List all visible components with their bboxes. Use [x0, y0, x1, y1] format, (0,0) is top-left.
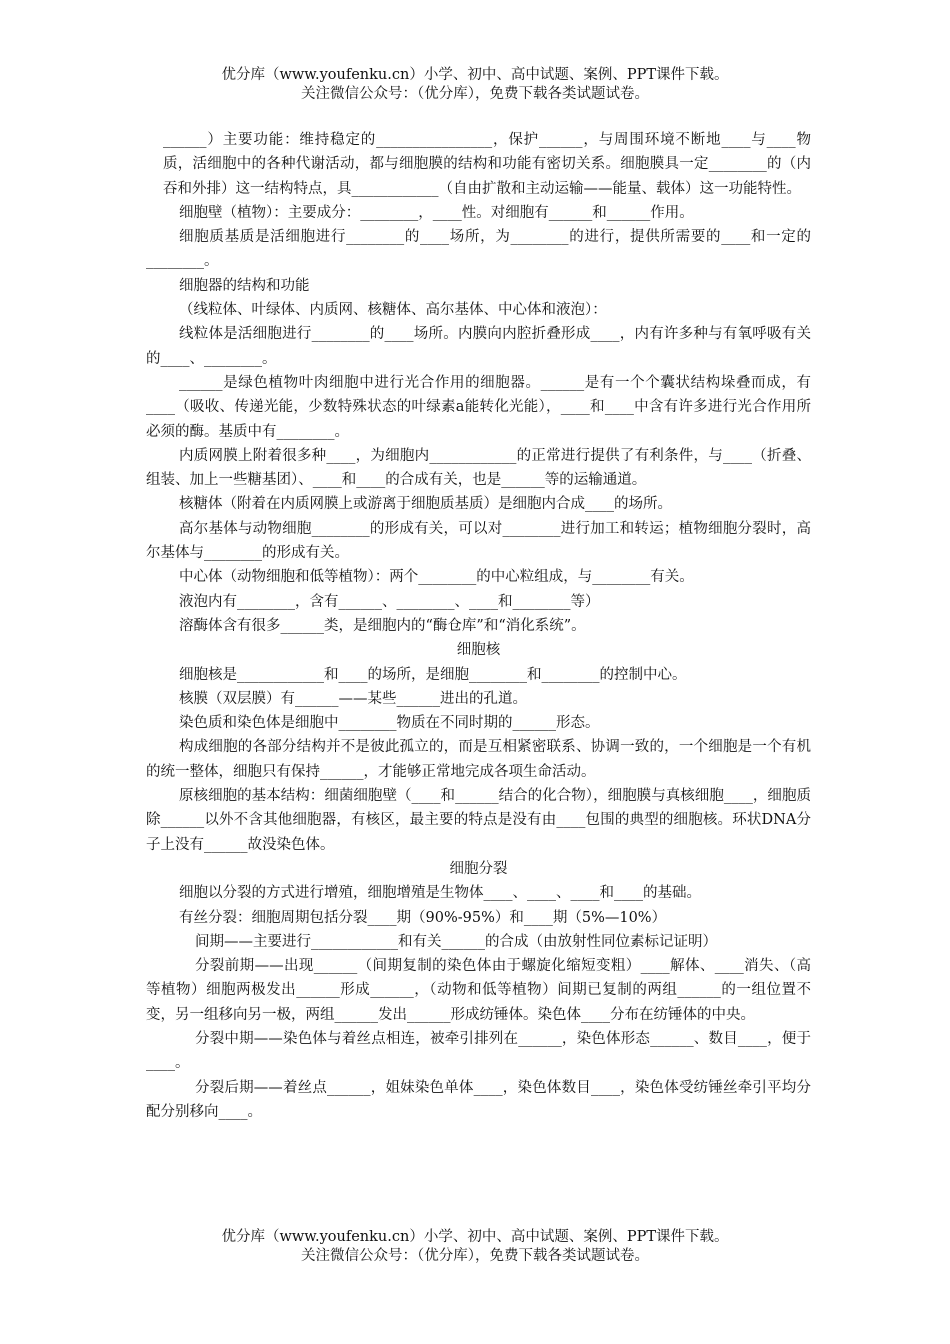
paragraph: 中心体（动物细胞和低等植物）：两个________的中心粒组成，与________有关。 [179, 569, 694, 586]
paragraph: 分裂前期——出现______（间期复制的染色体由于螺旋化缩短变粗）____解体、____消失、（高等植物）细胞两极发出______形成______，（动物和低等植物）间期已复制的两组______的一组位置不变，另一组移向另一极，两组______发出______形成纺锤体。染色体____分布在纺锤体的中央。 [146, 958, 811, 1023]
paragraph: 内质网膜上附着很多种____，为细胞内____________的正常进行提供了有利条件，与____（折叠、组装、加上一些糖基团）、____和____的合成有关，也是______等的运输通道。 [146, 447, 811, 489]
paragraph: 构成细胞的各部分结构并不是彼此孤立的，而是互相紧密联系、协调一致的，一个细胞是一个有机的统一整体，细胞只有保持______，才能够正常地完成各项生命活动。 [146, 739, 811, 780]
footer-line-2: 关注微信公众号：（优分库），免费下载各类试题试卷。 [301, 1248, 649, 1264]
paragraph: 细胞壁（植物）：主要成分：________，____性。对细胞有______和______作用。 [179, 204, 694, 221]
section-heading: 细胞分裂 [449, 860, 508, 877]
paragraph: 有丝分裂：细胞周期包括分裂____期（90%-95%）和____期（5%—10%） [179, 909, 667, 926]
header-line-1: 优分库（www.youfenku.cn）小学、初中、高中试题、案例、PPT课件下载。 [221, 67, 729, 83]
section-heading: 细胞核 [456, 642, 501, 659]
paragraph: 原核细胞的基本结构：细菌细胞壁（____和______结合的化合物），细胞膜与真核细胞____，细胞质除______以外不含其他细胞器，有核区，最主要的特点是没有由____包围的典型的细胞核。环状DNA分子上没有______故没染色体。 [146, 788, 811, 853]
paragraph: 分裂中期——染色体与着丝点相连，被牵引排列在______，染色体形态______、数目____，便于____。 [146, 1030, 811, 1072]
header-line-2: 关注微信公众号：（优分库），免费下载各类试题试卷。 [301, 86, 649, 102]
paragraph: ______）主要功能：维持稳定的________________，保护______，与周围环境不断地____与____物质，活细胞中的各种代谢活动，都与细胞膜的结构和功能有密切关系。细胞膜具一定________的（内吞和外排）这一结构特点，具____________（自由扩散和主动运输——能量、载体）这一功能特性。 [163, 132, 811, 197]
paragraph: （线粒体、叶绿体、内质网、核糖体、高尔基体、中心体和液泡）： [179, 302, 607, 319]
paragraph: 核糖体（附着在内质网膜上或游离于细胞质基质）是细胞内合成____的场所。 [179, 496, 672, 513]
paragraph: 液泡内有________，含有______、________、____和________等） [179, 593, 600, 610]
paragraph: 核膜（双层膜）有______——某些______进出的孔道。 [179, 690, 527, 707]
paragraph: 溶酶体含有很多______类，是细胞内的“酶仓库”和“消化系统”。 [179, 617, 586, 634]
paragraph: 细胞以分裂的方式进行增殖，细胞增殖是生物体____、____、____和____的基础。 [179, 885, 701, 902]
paragraph: 间期——主要进行____________和有关______的合成（由放射性同位素标记证明） [195, 933, 717, 950]
paragraph: 染色质和染色体是细胞中________物质在不同时期的______形态。 [179, 715, 600, 732]
paragraph: ______是绿色植物叶肉细胞中进行光合作用的细胞器。______是有一个个囊状结构垛叠而成，有____（吸收、传递光能，少数特殊状态的叶绿素a能转化光能），____和____中含有许多进行光合作用所必须的酶。基质中有________。 [146, 374, 811, 440]
section-subheading: 细胞器的结构和功能 [179, 277, 310, 294]
footer-line-1: 优分库（www.youfenku.cn）小学、初中、高中试题、案例、PPT课件下载。 [221, 1229, 729, 1245]
paragraph: 细胞质基质是活细胞进行________的____场所，为________的进行，提供所需要的____和一定的________。 [146, 229, 811, 270]
paragraph: 高尔基体与动物细胞________的形成有关，可以对________进行加工和转运；植物细胞分裂时，高尔基体与________的形成有关。 [146, 520, 811, 562]
paragraph: 线粒体是活细胞进行________的____场所。内膜向内腔折叠形成____，内有许多种与有氧呼吸有关的____、________。 [146, 326, 811, 367]
paragraph: 细胞核是____________和____的场所，是细胞________和________的控制中心。 [179, 666, 687, 683]
document-body [146, 128, 811, 1124]
paragraph: 分裂后期——着丝点______，姐妹染色单体____，染色体数目____，染色体受纺锤丝牵引平均分配分别移向____。 [146, 1079, 811, 1120]
